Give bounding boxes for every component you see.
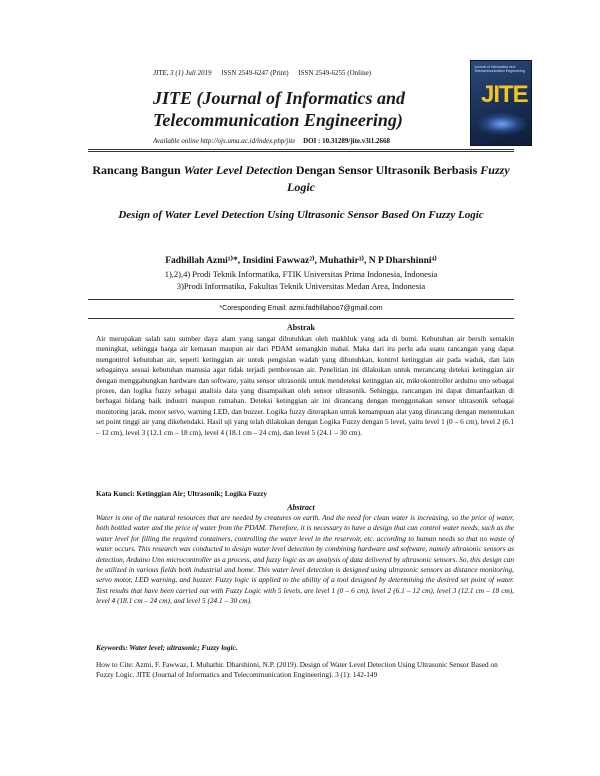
- abstract-keywords: Keywords: Water level; ultrasonic; Fuzzy logic.: [96, 643, 238, 652]
- issn-online: ISSN 2549-6255 (Online): [298, 69, 372, 77]
- abstrak-keywords: Kata Kunci: Ketinggian Air; Ultrasonik; Logika Fuzzy: [96, 489, 268, 498]
- journal-cover-image: [470, 60, 532, 146]
- how-to-cite: How to Cite: Azmi, F. Fawwaz, I. Muhathir. Dharshinni, N.P. (2019). Design of Water Level Detection Using Ultrasonic Sensor Based on Fuzzy Logic. JITE (Journal of Informatics and Telecommunication Engineering). 3 (1): 142-149: [96, 660, 498, 680]
- header-divider: [88, 149, 514, 150]
- cover-graphic: [477, 113, 527, 135]
- title-part: Dengan Sensor Ultrasonik Berbasis: [292, 163, 481, 177]
- abstrak-heading: Abstrak: [286, 323, 315, 332]
- affiliation-2: 3)Prodi Informatika, Fakultas Teknik Universitas Medan Area, Indonesia: [176, 281, 426, 291]
- abstract-heading: Abstract: [287, 503, 315, 512]
- authors: Fadhillah Azmi¹⁾*, Insidini Fawwaz²⁾, Muhathir³⁾, N P Dharshinni⁴⁾: [165, 256, 437, 266]
- journal-title: JITE (Journal of Informatics and Telecommunication Engineering): [153, 88, 406, 130]
- issn-print: ISSN 2549-6247 (Print): [221, 69, 289, 77]
- journal-header-line: [153, 69, 379, 77]
- doi[interactable]: DOI : 10.31289/jite.v3i1.2668: [303, 137, 390, 145]
- title-part: Rancang Bangun: [92, 163, 184, 177]
- affiliation-divider: [88, 299, 514, 300]
- article-title-english: Design of Water Level Detection Using Ultrasonic Sensor Based On Fuzzy Logic: [118, 209, 484, 221]
- affiliation-1: 1),2),4) Prodi Teknik Informatika, FTIK Universitas Prima Indonesia, Indonesia: [164, 269, 438, 279]
- cover-letters: JITE: [481, 81, 528, 108]
- corresponding-email: *Coresponding Email: azmi.fadhillahoo7@gmail.com: [219, 305, 383, 312]
- cover-text: Journal of Informatics and Telecommunication Engineering: [474, 65, 525, 73]
- email-divider: [88, 318, 514, 319]
- title-italic-part: Fuzzy Logic: [287, 163, 510, 194]
- abstract-text: Water is one of the natural resources that are needed by creatures on earth. And the need for clean water is increasing, so the price of water, both bottled water and the price of water from the PDAM. Therefore, it is necessary to have a design that can control water needs, such as the water level for filling the required containers, controlling the water level in the reservoir, etc. according to human needs so that no waste of water occurs. This research was conducted to design water level detection by combining hardware and software, namely ultrasonic sensors as detection, Arduino Uno microcontroller as a process, and fuzzy logic as an analysis of data delivered by ultrasonic sensors. So, this design can be utilized in various fields both industrial and home. This water level detection is designed using ultrasonic sensors as distance monitoring, servo motor, LED warning, and buzzer. Fuzzy logic is applied to the ability of a tool designed by determining the desired set point of water. Test results that have been carried out with Fuzzy Logic with 5 levels, are level 1 (0 – 6 cm), level 2 (6.1 – 12 cm), level 3 (12.1 cm – 18 cm), level 4 (18.1 cm – 24 cm), and level 5 (24.1 – 30 cm).: [96, 513, 514, 606]
- header-divider-2: [88, 151, 514, 152]
- abstrak-text: Air merupakan salah satu sumber daya alam yang sangat dibutuhkan oleh makhluk yang ada di bumi. Kebutuhan air bersih semakin meningkat, sehingga harga air kemasan maupun air dari PDAM semangkin mahal. Maka dari itu perlu ada suatu rancangan yang dapat mengontrol kebutuhan air, seperti ketinggian air untuk pengisian wadah yang dibutuhkan, kontrol ketinggian air pada waduk, dan lain sebagainya sesuai kebutuhan manusia agar tidak terjadi pemborosan air. Penelitian ini dilakukan untuk merancang deteksi ketinggian air dengan menggabungkan hardware dan software, yaitu sensor ultrasonik untuk mendeteksi ketinggian air, mikrokontroller arduino uno sebagai proses, dan logika fuzzy sebagai analisis data yang disampaikan oleh sensor ultrasonik. Sehingga, rancangan ini dapat dimanfaatkan di berbagai bidang baik industri maupun rumahan. Deteksi ketinggian air ini dirancang dengan menggunakan sensor ultrasonik sebagai monitoring jarak, motor servo, warning LED, dan buzzer. Logika fuzzy diterapkan untuk kemampuan alat yang dirancang dengan menentukan set point tinggi air yang dikehendaki. Hasil uji yang telah dilakukan dengan Logika Fuzzy dengan 5 level, yaitu level 1 (0 – 6 cm), level 2 (6.1 – 12 cm), level 3 (12.1 cm – 18 cm), level 4 (18.1 cm – 24 cm), dan level 5 (24.1 – 30 cm).: [96, 334, 514, 437]
- journal-issue: JITE, 3 (1) Juli 2019: [153, 69, 212, 77]
- title-italic-part: Water Level Detection: [183, 163, 293, 177]
- available-online-link[interactable]: Available online http://ojs.uma.ac.id/index.php/jite: [153, 137, 296, 145]
- article-title-indonesian: [88, 162, 514, 196]
- availability-line: [153, 137, 390, 145]
